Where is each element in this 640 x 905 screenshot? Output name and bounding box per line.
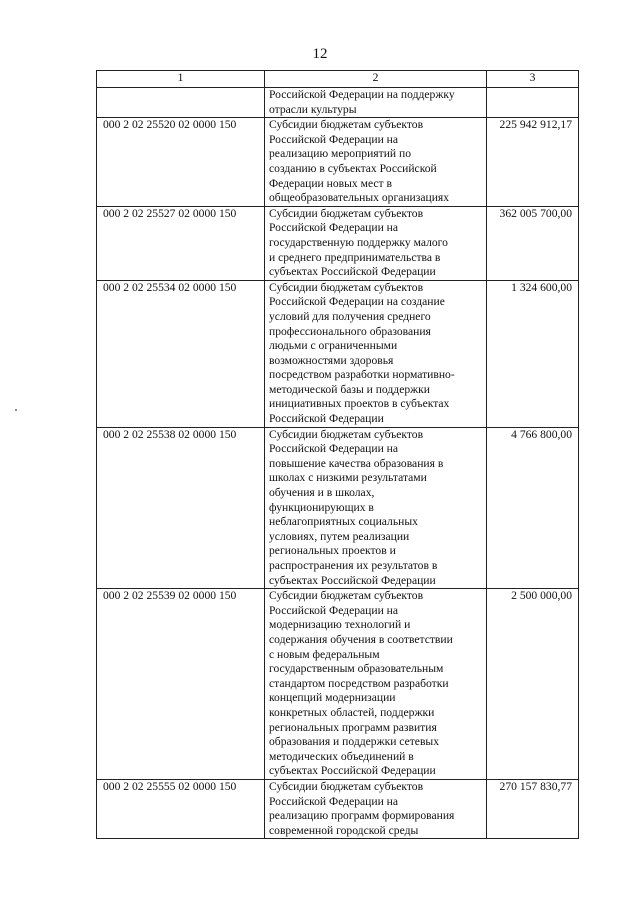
description-cell xyxy=(265,88,487,118)
description-line: Субсидии бюджетам субъектов xyxy=(269,779,424,793)
amount-cell: 4 766 800,00 xyxy=(487,427,579,589)
description-line: Российской Федерации на xyxy=(269,603,399,617)
description-line: распространения их результатов в xyxy=(269,559,438,572)
budget-code-cell: 000 2 02 25527 02 0000 150 xyxy=(97,206,265,280)
table-row xyxy=(97,589,579,780)
description-line: Российской Федерации на xyxy=(269,442,399,456)
budget-code-cell: 000 2 02 25538 02 0000 150 xyxy=(97,427,265,589)
amount-cell xyxy=(487,88,579,118)
description-line: Субсидии бюджетам субъектов xyxy=(269,280,424,294)
budget-code-cell: 000 2 02 25555 02 0000 150 xyxy=(97,779,265,838)
description-line: функционирующих в xyxy=(269,500,374,514)
description-line: условий для получения среднего xyxy=(269,309,431,323)
description-line: региональных программ развития xyxy=(269,720,437,734)
description-line: общеобразовательных организациях xyxy=(269,191,450,205)
budget-code-cell: 000 2 02 25539 02 0000 150 xyxy=(97,589,265,780)
column-header-2: 2 xyxy=(265,71,487,88)
description-line: Субсидии бюджетам субъектов xyxy=(269,118,424,132)
description-line: посредством разработки нормативно- xyxy=(269,368,455,382)
description-line: профессионального образования xyxy=(269,324,431,338)
description-line: субъектах Российской Федерации xyxy=(269,764,436,778)
description-line: стандартом посредством разработки xyxy=(269,676,449,690)
amount-cell: 2 500 000,00 xyxy=(487,589,579,780)
budget-code-cell xyxy=(97,88,265,118)
description-line: отрасли культуры xyxy=(269,102,357,116)
description-line: Федерации новых мест в xyxy=(269,176,392,190)
description-cell xyxy=(265,427,487,589)
description-cell xyxy=(265,118,487,207)
table-header-row xyxy=(97,71,579,88)
description-line: школах с низкими результатами xyxy=(269,471,427,485)
description-line: современной городской среды xyxy=(269,823,419,837)
description-line: и среднего предпринимательства в xyxy=(269,250,441,264)
description-cell xyxy=(265,280,487,427)
description-line: Российской Федерации на создание xyxy=(269,295,445,309)
description-line: обучения и в школах, xyxy=(269,486,375,500)
description-line: людьми с ограниченными xyxy=(269,339,398,353)
budget-code-cell: 000 2 02 25534 02 0000 150 xyxy=(97,280,265,427)
page-number: 12 xyxy=(312,46,328,62)
description-line: Субсидии бюджетам субъектов xyxy=(269,427,424,441)
amount-cell: 225 942 912,17 xyxy=(487,118,579,207)
description-line: государственную поддержку малого xyxy=(269,235,448,249)
amount-cell: 1 324 600,00 xyxy=(487,280,579,427)
amount-cell: 362 005 700,00 xyxy=(487,206,579,280)
description-line: Российской Федерации на xyxy=(269,221,399,235)
amount-cell: 270 157 830,77 xyxy=(487,779,579,838)
description-line: государственным образовательным xyxy=(269,662,444,676)
scan-speck xyxy=(15,409,17,411)
description-cell xyxy=(265,206,487,280)
table-row xyxy=(97,206,579,280)
description-line: концепций модернизации xyxy=(269,691,396,705)
description-line: Российской Федерации на поддержку xyxy=(269,88,455,101)
column-header-1: 1 xyxy=(97,71,265,88)
description-line: Российской Федерации на xyxy=(269,132,399,146)
description-line: условиях, путем реализации xyxy=(269,529,410,543)
description-line: конкретных областей, поддержки xyxy=(269,705,435,719)
description-line: с новым федеральным xyxy=(269,647,380,661)
description-line: субъектах Российской Федерации xyxy=(269,573,436,587)
table-row xyxy=(97,280,579,427)
table-row xyxy=(97,88,579,118)
description-line: содержания обучения в соответствии xyxy=(269,632,453,646)
description-line: реализацию мероприятий по xyxy=(269,147,412,161)
description-line: повышение качества образования в xyxy=(269,456,444,470)
budget-table xyxy=(96,70,579,839)
description-line: реализацию программ формирования xyxy=(269,809,455,823)
description-line: Субсидии бюджетам субъектов xyxy=(269,589,424,603)
table-row xyxy=(97,118,579,207)
table-body xyxy=(97,88,579,839)
description-line: образования и поддержки сетевых xyxy=(269,735,440,749)
description-line: модернизацию технологий и xyxy=(269,618,411,632)
description-line: неблагоприятных социальных xyxy=(269,515,418,529)
description-line: методических объединений в xyxy=(269,749,414,763)
budget-code-cell: 000 2 02 25520 02 0000 150 xyxy=(97,118,265,207)
description-cell xyxy=(265,589,487,780)
table-row xyxy=(97,779,579,838)
description-line: созданию в субъектах Российской xyxy=(269,161,437,175)
description-line: возможностями здоровья xyxy=(269,353,394,367)
description-line: Российской Федерации xyxy=(269,412,384,426)
description-line: методической базы и поддержки xyxy=(269,382,430,396)
description-line: Российской Федерации на xyxy=(269,794,399,808)
description-line: Субсидии бюджетам субъектов xyxy=(269,206,424,220)
description-line: субъектах Российской Федерации xyxy=(269,265,436,279)
description-cell xyxy=(265,779,487,838)
column-header-3: 3 xyxy=(487,71,579,88)
table-row xyxy=(97,427,579,589)
description-line: региональных проектов и xyxy=(269,544,396,558)
description-line: инициативных проектов в субъектах xyxy=(269,397,450,411)
